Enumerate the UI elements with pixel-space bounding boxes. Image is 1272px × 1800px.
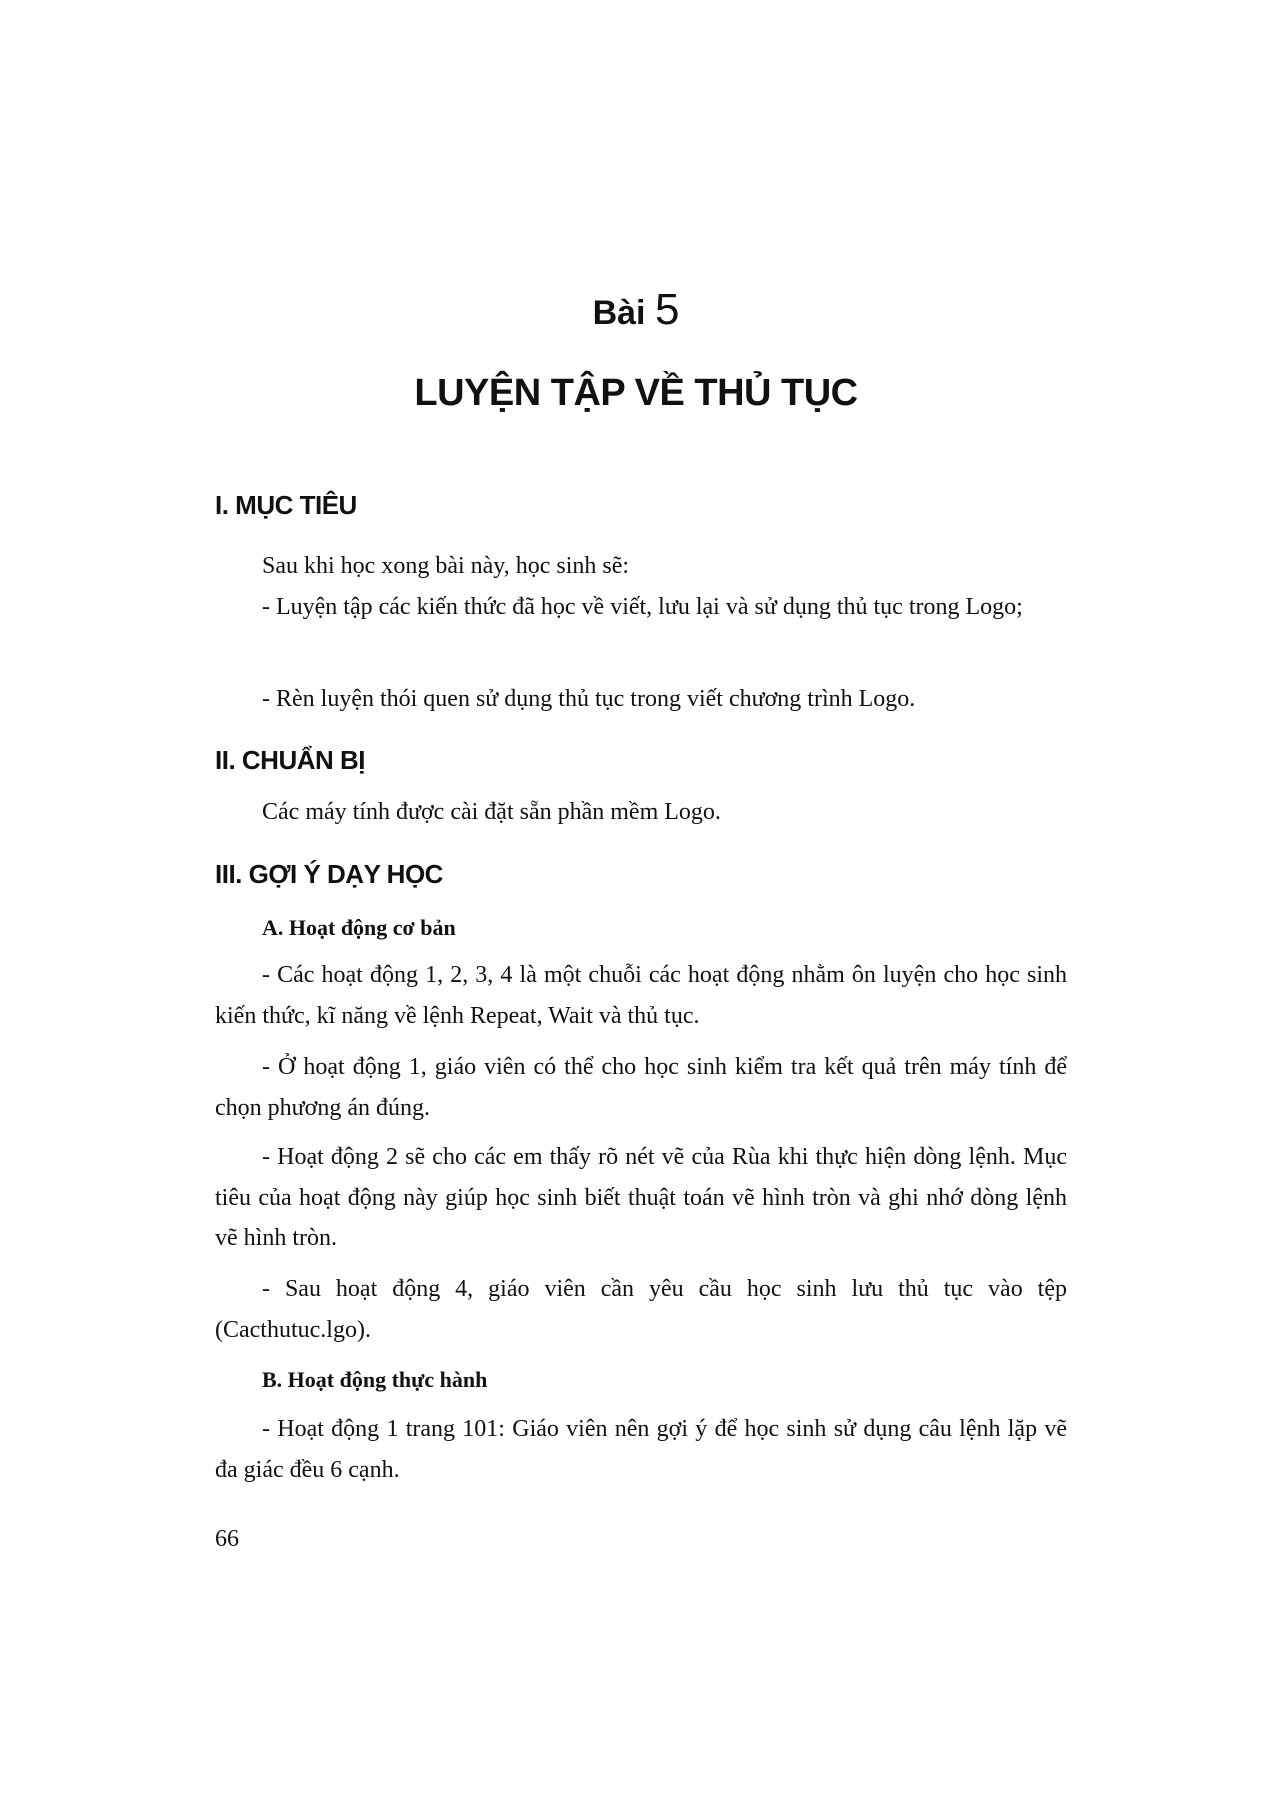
lesson-label: Bài bbox=[592, 294, 646, 332]
paragraph: Các máy tính được cài đặt sẵn phần mềm Logo. bbox=[262, 799, 721, 825]
section-heading-teaching: III. GỢI Ý DẠY HỌC bbox=[215, 859, 443, 889]
paragraph: - Rèn luyện thói quen sử dụng thủ tục trong viết chương trình Logo. bbox=[262, 686, 916, 712]
lesson-number bbox=[0, 285, 1272, 335]
lesson-number-value: 5 bbox=[654, 285, 680, 334]
paragraph: - Hoạt động 2 sẽ cho các em thấy rõ nét vẽ của Rùa khi thực hiện dòng lệnh. Mục tiêu của hoạt động này giúp học sinh biết thuật toán vẽ hình tròn và ghi nhớ dòng lệnh vẽ hình tròn. bbox=[215, 1144, 1067, 1251]
section-heading-preparation: II. CHUẨN BỊ bbox=[215, 745, 365, 775]
paragraph: - Ở hoạt động 1, giáo viên có thể cho học sinh kiểm tra kết quả trên máy tính để chọn phương án đúng. bbox=[215, 1054, 1067, 1121]
subsection-heading-a: A. Hoạt động cơ bản bbox=[262, 915, 456, 940]
paragraph: - Sau hoạt động 4, giáo viên cần yêu cầu học sinh lưu thủ tục vào tệp (Cacthutuc.lgo). bbox=[215, 1276, 1067, 1343]
subsection-heading-b: B. Hoạt động thực hành bbox=[262, 1367, 488, 1392]
page-number: 66 bbox=[215, 1526, 239, 1552]
paragraph: Sau khi học xong bài này, học sinh sẽ: bbox=[262, 553, 630, 579]
page-title: LUYỆN TẬP VỀ THỦ TỤC bbox=[414, 372, 858, 414]
paragraph: - Các hoạt động 1, 2, 3, 4 là một chuỗi các hoạt động nhằm ôn luyện cho học sinh kiến thức, kĩ năng về lệnh Repeat, Wait và thủ tục. bbox=[215, 962, 1067, 1029]
paragraph: - Hoạt động 1 trang 101: Giáo viên nên gợi ý để học sinh sử dụng câu lệnh lặp vẽ đa giác đều 6 cạnh. bbox=[215, 1416, 1067, 1483]
section-heading-objectives: I. MỤC TIÊU bbox=[215, 490, 357, 520]
paragraph: - Luyện tập các kiến thức đã học về viết, lưu lại và sử dụng thủ tục trong Logo; bbox=[262, 594, 1023, 620]
